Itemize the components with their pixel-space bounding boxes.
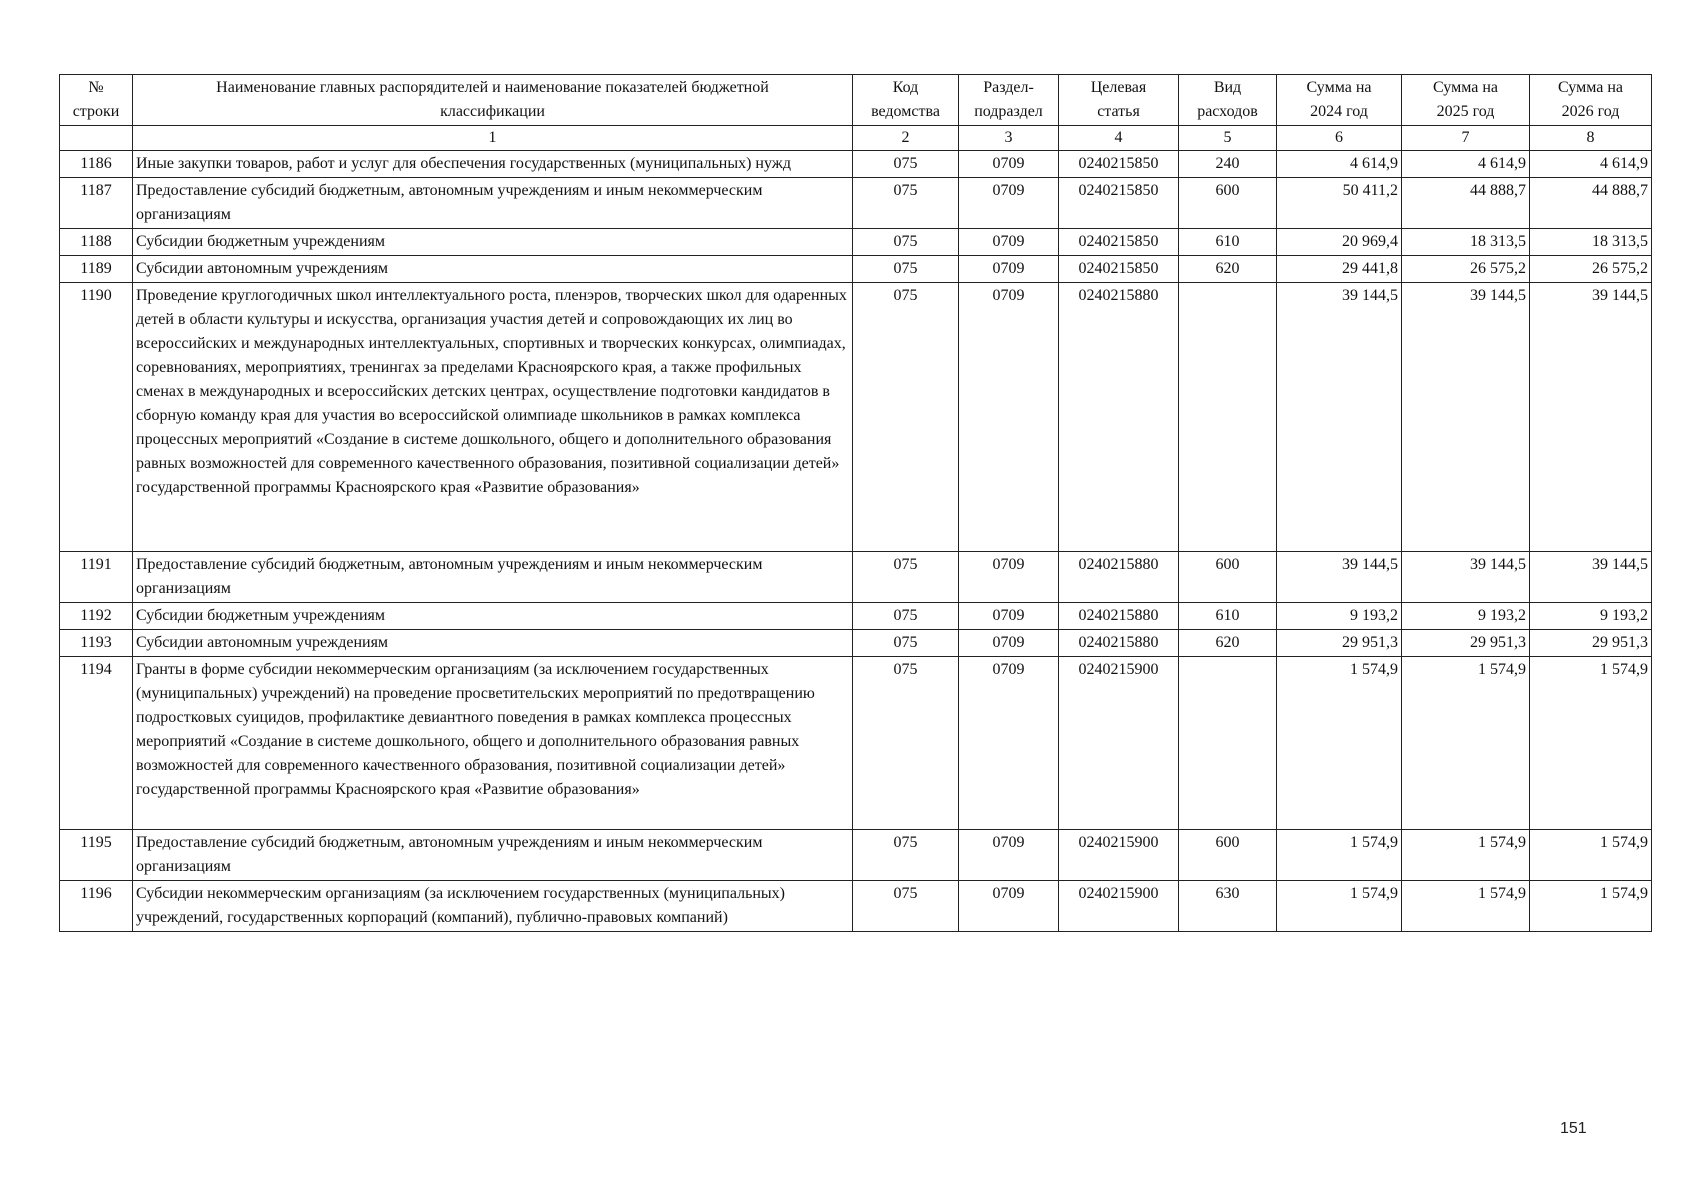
column-number-row	[60, 126, 1652, 151]
sum-2026: 39 144,5	[1530, 552, 1652, 603]
row-name: Субсидии бюджетным учреждениям	[133, 603, 853, 630]
sum-2024: 1 574,9	[1277, 657, 1402, 830]
sum-2025: 18 313,5	[1402, 229, 1530, 256]
row-name: Проведение круглогодичных школ интеллектуального роста, пленэров, творческих школ для одаренных детей в области культуры и искусства, организация участия детей и сопровождающих их лиц во всероссийских и международных интеллектуальных, спортивных и творческих конкурсах, олимпиадах, соревнованиях, мероприятиях, тренингах за пределами Красноярского края, а также профильных сменах в международных и всероссийских детских центрах, осуществление подготовки кандидатов в сборную команду края для участия во всероссийской олимпиаде школьников в рамках комплекса процессных мероприятий «Создание в системе дошкольного, общего и дополнительного образования равных возможностей для современного качественного образования, позитивной социализации детей» государственной программы Красноярского края «Развитие образования»	[133, 283, 853, 552]
column-number: 8	[1530, 126, 1652, 151]
expense-type: 610	[1179, 603, 1277, 630]
row-name: Субсидии автономным учреждениям	[133, 630, 853, 657]
row-name: Предоставление субсидий бюджетным, автономным учреждениям и иным некоммерческим организациям	[133, 178, 853, 229]
target-item: 0240215850	[1059, 151, 1179, 178]
row-number: 1187	[60, 178, 133, 229]
sum-2025: 39 144,5	[1402, 552, 1530, 603]
sum-2026: 26 575,2	[1530, 256, 1652, 283]
row-name: Гранты в форме субсидии некоммерческим организациям (за исключением государственных (муниципальных) учреждений) на проведение просветительских мероприятий по предотвращению подростковых суицидов, профилактике девиантного поведения в рамках комплекса процессных мероприятий «Создание в системе дошкольного, общего и дополнительного образования равных возможностей для современного качественного образования, позитивной социализации детей» государственной программы Красноярского края «Развитие образования»	[133, 657, 853, 830]
column-number: 1	[133, 126, 853, 151]
sum-2026: 1 574,9	[1530, 881, 1652, 932]
row-name: Иные закупки товаров, работ и услуг для обеспечения государственных (муниципальных) нужд	[133, 151, 853, 178]
column-number: 4	[1059, 126, 1179, 151]
sum-2025: 26 575,2	[1402, 256, 1530, 283]
sum-2025: 39 144,5	[1402, 283, 1530, 552]
expense-type: 600	[1179, 552, 1277, 603]
section-code: 0709	[959, 229, 1059, 256]
row-name: Субсидии некоммерческим организациям (за исключением государственных (муниципальных) учреждений, государственных корпораций (компаний), публично-правовых компаний)	[133, 881, 853, 932]
dept-code: 075	[853, 630, 959, 657]
header-row-number: № строки	[60, 75, 133, 126]
sum-2024: 20 969,4	[1277, 229, 1402, 256]
section-code: 0709	[959, 830, 1059, 881]
row-number: 1192	[60, 603, 133, 630]
dept-code: 075	[853, 151, 959, 178]
header-target-item: Целевая статья	[1059, 75, 1179, 126]
table-header-row	[60, 75, 1652, 126]
expense-type: 600	[1179, 178, 1277, 229]
sum-2024: 29 951,3	[1277, 630, 1402, 657]
row-number: 1195	[60, 830, 133, 881]
sum-2025: 44 888,7	[1402, 178, 1530, 229]
table-row	[60, 178, 1652, 229]
target-item: 0240215900	[1059, 830, 1179, 881]
sum-2024: 50 411,2	[1277, 178, 1402, 229]
expense-type: 600	[1179, 830, 1277, 881]
row-name: Предоставление субсидий бюджетным, автономным учреждениям и иным некоммерческим организациям	[133, 830, 853, 881]
sum-2024: 4 614,9	[1277, 151, 1402, 178]
target-item: 0240215900	[1059, 881, 1179, 932]
table-row	[60, 630, 1652, 657]
sum-2026: 39 144,5	[1530, 283, 1652, 552]
sum-2026: 18 313,5	[1530, 229, 1652, 256]
dept-code: 075	[853, 178, 959, 229]
header-sum-2024: Сумма на 2024 год	[1277, 75, 1402, 126]
section-code: 0709	[959, 151, 1059, 178]
header-section: Раздел- подраздел	[959, 75, 1059, 126]
target-item: 0240215880	[1059, 283, 1179, 552]
target-item: 0240215850	[1059, 178, 1179, 229]
section-code: 0709	[959, 552, 1059, 603]
expense-type	[1179, 657, 1277, 830]
column-number	[60, 126, 133, 151]
dept-code: 075	[853, 229, 959, 256]
row-name: Субсидии бюджетным учреждениям	[133, 229, 853, 256]
sum-2025: 9 193,2	[1402, 603, 1530, 630]
header-expense-type: Вид расходов	[1179, 75, 1277, 126]
table-row	[60, 881, 1652, 932]
sum-2026: 4 614,9	[1530, 151, 1652, 178]
sum-2024: 1 574,9	[1277, 830, 1402, 881]
row-number: 1196	[60, 881, 133, 932]
sum-2026: 44 888,7	[1530, 178, 1652, 229]
table-row	[60, 603, 1652, 630]
target-item: 0240215880	[1059, 630, 1179, 657]
expense-type: 240	[1179, 151, 1277, 178]
dept-code: 075	[853, 830, 959, 881]
sum-2025: 29 951,3	[1402, 630, 1530, 657]
sum-2025: 1 574,9	[1402, 881, 1530, 932]
sum-2024: 29 441,8	[1277, 256, 1402, 283]
column-number: 3	[959, 126, 1059, 151]
sum-2024: 9 193,2	[1277, 603, 1402, 630]
dept-code: 075	[853, 881, 959, 932]
table-row	[60, 283, 1652, 552]
section-code: 0709	[959, 603, 1059, 630]
target-item: 0240215850	[1059, 229, 1179, 256]
section-code: 0709	[959, 630, 1059, 657]
table-row	[60, 256, 1652, 283]
column-number: 2	[853, 126, 959, 151]
sum-2024: 39 144,5	[1277, 283, 1402, 552]
column-number: 6	[1277, 126, 1402, 151]
target-item: 0240215880	[1059, 552, 1179, 603]
sum-2025: 1 574,9	[1402, 830, 1530, 881]
page-number: 151	[1560, 1120, 1587, 1137]
sum-2026: 9 193,2	[1530, 603, 1652, 630]
table-row	[60, 830, 1652, 881]
section-code: 0709	[959, 657, 1059, 830]
column-number: 7	[1402, 126, 1530, 151]
row-name: Субсидии автономным учреждениям	[133, 256, 853, 283]
target-item: 0240215850	[1059, 256, 1179, 283]
row-number: 1194	[60, 657, 133, 830]
expense-type: 620	[1179, 256, 1277, 283]
row-number: 1189	[60, 256, 133, 283]
section-code: 0709	[959, 178, 1059, 229]
sum-2025: 1 574,9	[1402, 657, 1530, 830]
header-name: Наименование главных распорядителей и наименование показателей бюджетной классификации	[133, 75, 853, 126]
section-code: 0709	[959, 881, 1059, 932]
header-dept-code: Код ведомства	[853, 75, 959, 126]
column-number: 5	[1179, 126, 1277, 151]
table-row	[60, 229, 1652, 256]
target-item: 0240215900	[1059, 657, 1179, 830]
sum-2024: 39 144,5	[1277, 552, 1402, 603]
sum-2026: 29 951,3	[1530, 630, 1652, 657]
row-number: 1190	[60, 283, 133, 552]
row-number: 1193	[60, 630, 133, 657]
expense-type	[1179, 283, 1277, 552]
row-number: 1188	[60, 229, 133, 256]
row-number: 1186	[60, 151, 133, 178]
expense-type: 630	[1179, 881, 1277, 932]
section-code: 0709	[959, 256, 1059, 283]
dept-code: 075	[853, 603, 959, 630]
expense-type: 610	[1179, 229, 1277, 256]
sum-2026: 1 574,9	[1530, 830, 1652, 881]
target-item: 0240215880	[1059, 603, 1179, 630]
sum-2025: 4 614,9	[1402, 151, 1530, 178]
dept-code: 075	[853, 552, 959, 603]
sum-2026: 1 574,9	[1530, 657, 1652, 830]
budget-table	[59, 74, 1652, 932]
row-number: 1191	[60, 552, 133, 603]
row-name: Предоставление субсидий бюджетным, автономным учреждениям и иным некоммерческим организациям	[133, 552, 853, 603]
dept-code: 075	[853, 256, 959, 283]
expense-type: 620	[1179, 630, 1277, 657]
table-row	[60, 657, 1652, 830]
header-sum-2026: Сумма на 2026 год	[1530, 75, 1652, 126]
sum-2024: 1 574,9	[1277, 881, 1402, 932]
dept-code: 075	[853, 283, 959, 552]
dept-code: 075	[853, 657, 959, 830]
table-row	[60, 151, 1652, 178]
section-code: 0709	[959, 283, 1059, 552]
header-sum-2025: Сумма на 2025 год	[1402, 75, 1530, 126]
table-row	[60, 552, 1652, 603]
